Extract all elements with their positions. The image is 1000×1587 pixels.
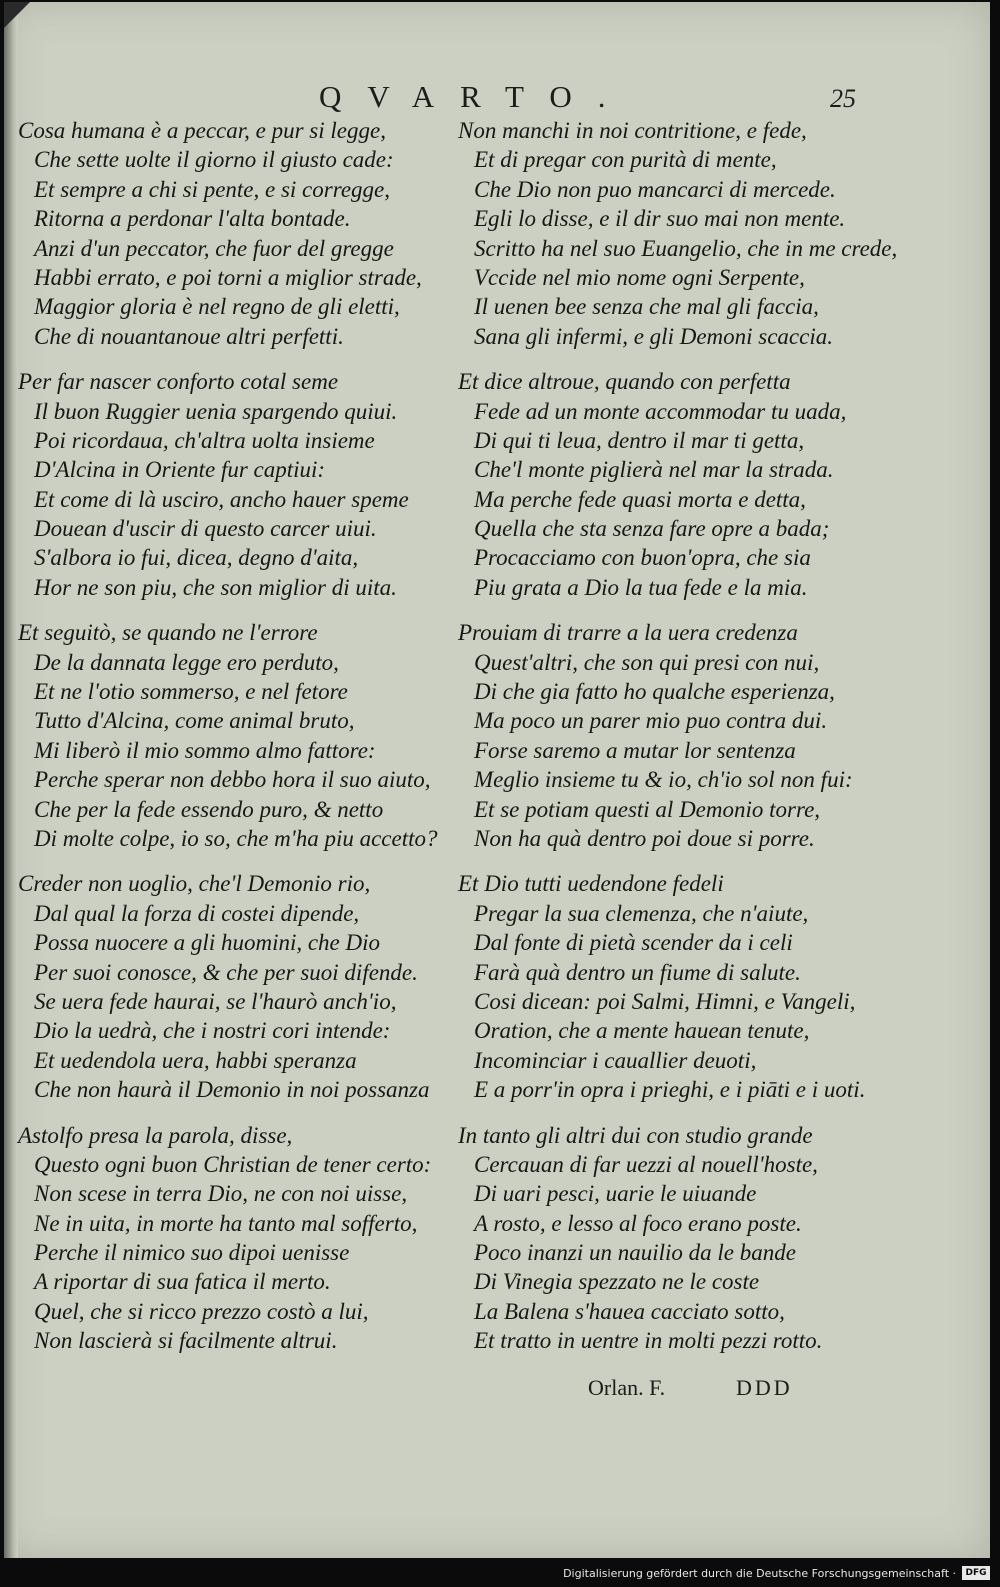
verse-line: Non lascierà si facilmente altrui. [34,1328,338,1354]
verse-line: Se uera fede haurai, se l'haurò anch'io, [34,988,397,1014]
verse-line: Farà quà dentro un fiume di salute. [474,959,801,985]
book-page [4,2,990,1558]
verse-line: Et di pregar con purità di mente, [474,147,777,173]
verse-line: Et come di là usciro, ancho hauer speme [34,486,409,512]
verse-line: Dal qual la forza di costei dipende, [34,900,360,926]
stanza [18,1121,458,1356]
verse-line: Che Dio non puo mancarci di mercede. [474,176,836,202]
verse-line: Per suoi conosce, & che per suoi difende. [34,959,418,985]
verse-line: La Balena s'hauea cacciato sotto, [474,1298,785,1324]
verse-line: Non scese in terra Dio, ne con noi uisse, [34,1181,408,1207]
verse-line: Et dice altroue, quando con perfetta [458,369,791,395]
verse-line: Poi ricordaua, ch'altra uolta insieme [34,427,375,453]
stanza [18,116,458,351]
verse-line: Che di nouantanoue altri perfetti. [34,323,344,349]
book-spine-shadow [4,2,18,1558]
stanza [458,367,898,602]
left-column [18,116,458,1356]
running-title: QVARTO. [319,79,632,114]
verse-line: Habbi errato, e poi torni a miglior strade, [34,264,422,290]
verse-line: De la dannata legge ero perduto, [34,649,339,675]
verse-line: Sana gli infermi, e gli Demoni scaccia. [474,323,833,349]
verse-line: Di molte colpe, io so, che m'ha piu accetto? [34,825,438,851]
verse-line: Il uenen bee senza che mal gli faccia, [474,294,819,320]
verse-line: Forse saremo a mutar lor sentenza [474,737,796,763]
verse-line: Di uari pesci, uarie le uiuande [474,1181,757,1207]
verse-line: Ma perche fede quasi morta e detta, [474,486,806,512]
verse-line: S'albora io fui, dicea, degno d'aita, [34,545,359,571]
verse-line: Tutto d'Alcina, come animal bruto, [34,708,355,734]
verse-line: Cosa humana è a peccar, e pur si legge, [18,118,386,143]
running-head [4,80,990,114]
verse-line: Et tratto in uentre in molti pezzi rotto. [474,1328,823,1354]
signature-mark: Orlan. F. [588,1375,666,1400]
stanza [18,367,458,602]
verse-line: Et sempre a chi si pente, e si corregge, [34,176,390,202]
verse-line: Non ha quà dentro poi doue si porre. [474,825,815,851]
verse-line: Cercauan di far uezzi al nouell'hoste, [474,1151,818,1177]
verse-line: Et uedendola uera, habbi speranza [34,1047,357,1073]
stanza [458,869,898,1104]
verse-line: Questo ogni buon Christian de tener certo: [34,1151,432,1177]
verse-line: Poco inanzi un nauilio da le bande [474,1240,796,1266]
verse-line: D'Alcina in Oriente fur captiui: [34,457,326,483]
verse-line: Et se potiam questi al Demonio torre, [474,796,821,822]
stanza [458,618,898,853]
verse-line: Dal fonte di pietà scender da i celi [474,930,793,956]
verse-line: Che non haurà il Demonio in noi possanza [34,1077,430,1103]
verse-line: Oration, che a mente hauean tenute, [474,1018,810,1044]
digitization-credit-bar [0,1560,1000,1587]
stanza [458,116,898,351]
page-footer [588,1373,918,1403]
verse-line: Ma poco un parer mio puo contra dui. [474,708,828,734]
verse-line: Hor ne son piu, che son miglior di uita. [34,574,397,600]
verse-line: E a porr'in opra i prieghi, e i piāti e i uoti. [474,1077,866,1103]
verse-line: Per far nascer conforto cotal seme [18,369,339,395]
verse-line: Piu grata a Dio la tua fede e la mia. [474,574,808,600]
page-number: 25 [830,84,856,113]
stanza [458,1121,898,1356]
verse-line: Incominciar i cauallier deuoti, [474,1047,757,1073]
corner-tab [4,2,30,28]
verse-line: A riportar di sua fatica il merto. [34,1269,331,1295]
verse-line: Ne in uita, in morte ha tanto mal sofferto, [34,1210,418,1236]
verse-line: Che sette uolte il giorno il giusto cade: [34,147,394,173]
right-column [458,116,898,1356]
verse-line: Pregar la sua clemenza, che n'aiute, [474,900,809,926]
stanza [18,618,458,853]
verse-line: Egli lo disse, e il dir suo mai non mente. [474,206,846,232]
verse-line: Perche il nimico suo dipoi uenisse [34,1240,350,1266]
verse-line: Non manchi in noi contritione, e fede, [458,118,807,143]
verse-line: Douean d'uscir di questo carcer uiui. [34,516,377,542]
verse-line: Creder non uoglio, che'l Demonio rio, [18,871,371,897]
verse-line: Perche sperar non debbo hora il suo aiuto, [34,767,431,793]
verse-line: Di che gia fatto ho qualche esperienza, [474,679,835,705]
verse-line: Et seguitò, se quando ne l'errore [18,620,318,646]
verse-line: Il buon Ruggier uenia spargendo quiui. [34,398,398,424]
verse-line: Astolfo presa la parola, disse, [18,1122,293,1148]
dfg-notice: Digitalisierung gefördert durch die Deutsche Forschungsgemeinschaft · [563,1567,956,1580]
catchword: DDD [736,1375,793,1400]
verse-line: Mi liberò il mio sommo almo fattore: [34,737,376,763]
verse-line: Prouiam di trarre a la uera credenza [458,620,798,646]
stanza [18,869,458,1104]
verse-line: Ritorna a perdonar l'alta bontade. [34,206,351,232]
verse-line: In tanto gli altri dui con studio grande [458,1122,813,1148]
verse-line: Possa nuocere a gli huomini, che Dio [34,930,381,956]
verse-line: Quest'altri, che son qui presi con nui, [474,649,820,675]
verse-line: Quel, che si ricco prezzo costò a lui, [34,1298,369,1324]
verse-line: Et Dio tutti uedendone fedeli [458,871,724,897]
verse-line: Scritto ha nel suo Euangelio, che in me crede, [474,235,898,261]
verse-line: Di Vinegia spezzato ne le coste [474,1269,760,1295]
verse-line: Meglio insieme tu & io, ch'io sol non fui: [474,767,853,793]
verse-line: Anzi d'un peccator, che fuor del gregge [34,235,394,261]
verse-line: Di qui ti leua, dentro il mar ti getta, [474,427,805,453]
verse-line: Quella che sta senza fare opre a bada; [474,516,830,542]
verse-line: Che'l monte piglierà nel mar la strada. [474,457,834,483]
verse-line: Procacciamo con buon'opra, che sia [474,545,811,571]
verse-line: Che per la fede essendo puro, & netto [34,796,384,822]
verse-line: Et ne l'otio sommerso, e nel fetore [34,679,348,705]
verse-line: A rosto, e lesso al foco erano poste. [474,1210,802,1236]
verse-line: Fede ad un monte accommodar tu uada, [474,398,847,424]
verse-line: Maggior gloria è nel regno de gli eletti, [34,294,400,320]
verse-line: Vccide nel mio nome ogni Serpente, [474,264,805,290]
verse-line: Cosi dicean: poi Salmi, Himni, e Vangeli, [474,988,856,1014]
dfg-logo-icon: DFG [962,1566,990,1580]
verse-line: Dio la uedrà, che i nostri cori intende: [34,1018,391,1044]
